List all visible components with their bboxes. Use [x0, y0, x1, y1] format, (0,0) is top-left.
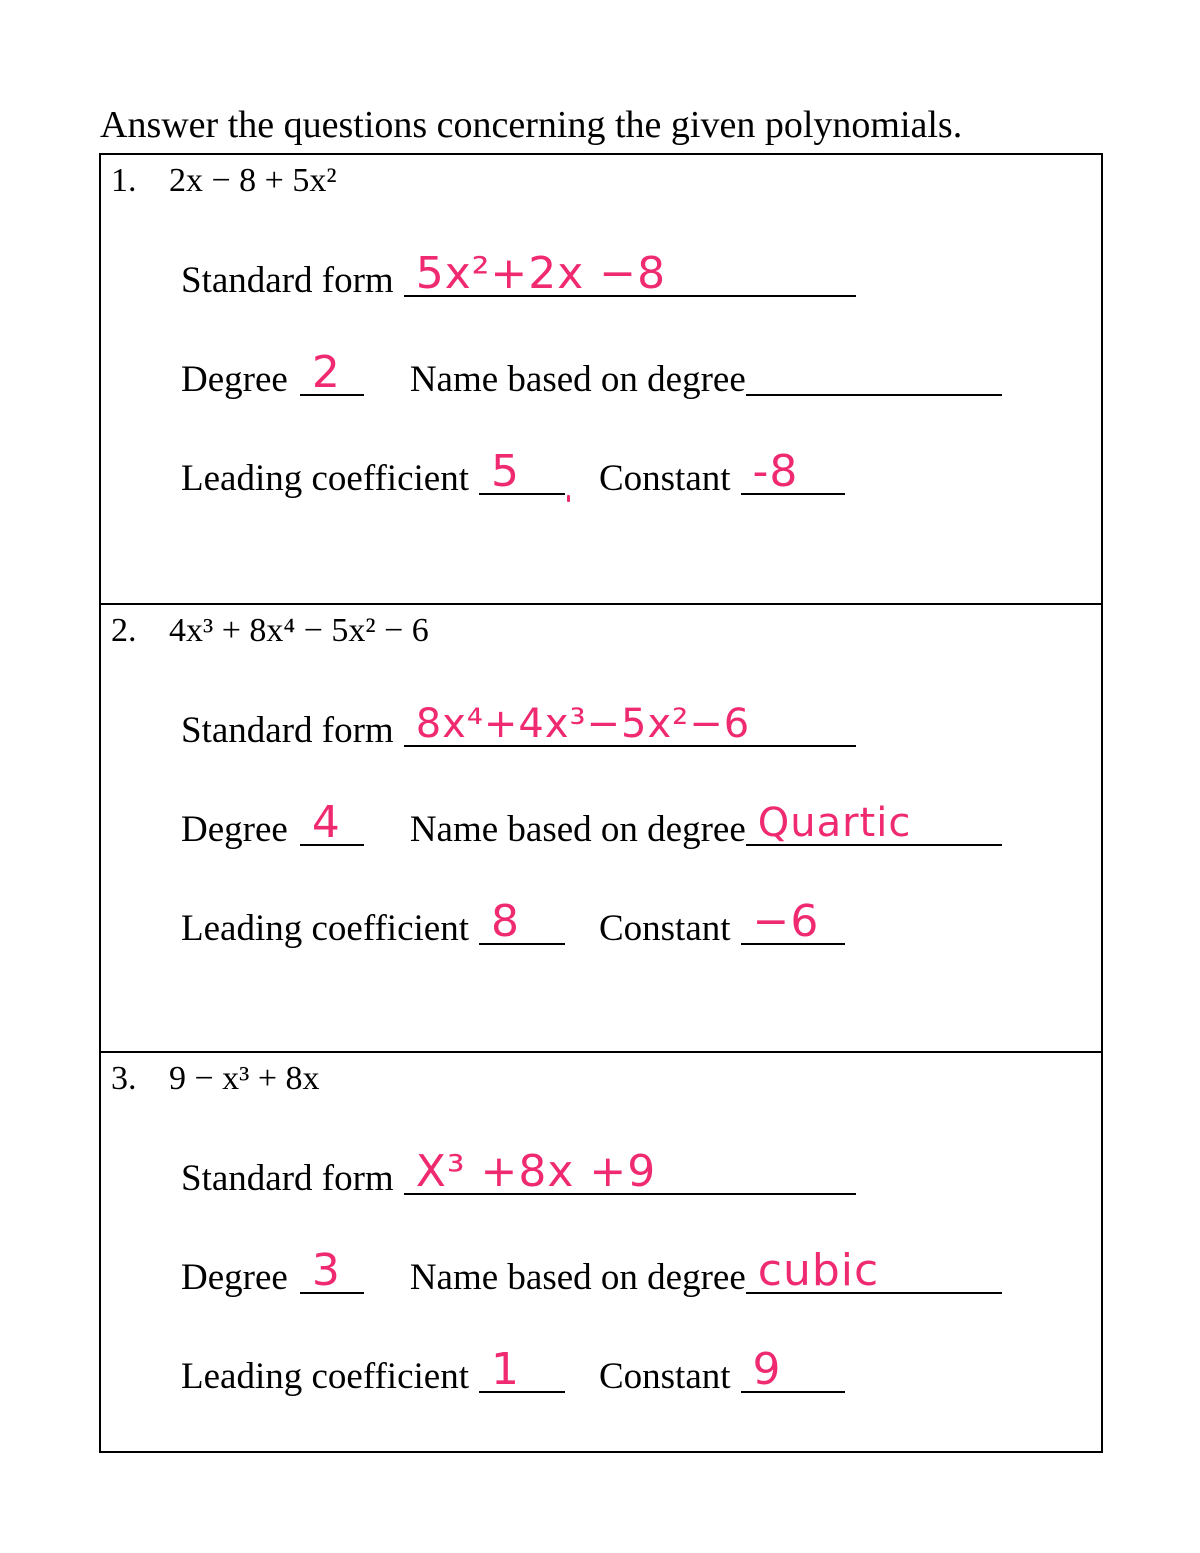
constant-blank[interactable] — [741, 1344, 845, 1395]
leading-coefficient-blank[interactable] — [479, 1344, 565, 1395]
leading-coefficient-answer: 8 — [490, 896, 520, 947]
name-based-on-degree-answer: cubic — [757, 1245, 880, 1296]
stray-ink-mark — [567, 495, 570, 502]
constant-answer: −6 — [752, 896, 820, 947]
name-based-on-degree-blank[interactable] — [746, 1245, 1002, 1296]
coefficient-row — [181, 896, 845, 951]
name-based-on-degree-answer: Quartic — [757, 800, 912, 846]
constant-label: Constant — [598, 1356, 731, 1397]
standard-form-blank[interactable] — [404, 248, 856, 299]
problem-1 — [101, 155, 1101, 603]
polynomial-expression: 9 − x³ + 8x — [169, 1060, 320, 1097]
standard-form-blank[interactable] — [404, 1146, 856, 1197]
constant-answer: -8 — [752, 446, 799, 497]
worksheet-table — [99, 153, 1103, 1453]
standard-form-answer: 8x⁴+4x³−5x²−6 — [415, 701, 751, 747]
degree-label: Degree — [181, 1257, 288, 1298]
leading-coefficient-label: Leading coefficient — [181, 458, 469, 499]
constant-blank[interactable] — [741, 896, 845, 947]
standard-form-row — [181, 248, 856, 303]
leading-coefficient-label: Leading coefficient — [181, 908, 469, 949]
degree-blank[interactable] — [300, 1245, 364, 1296]
standard-form-label: Standard form — [181, 710, 394, 751]
degree-row — [181, 797, 1002, 852]
degree-answer: 2 — [311, 347, 341, 398]
leading-coefficient-blank[interactable] — [479, 896, 565, 947]
degree-label: Degree — [181, 359, 288, 400]
worksheet-title: Answer the questions concerning the given polynomials. — [100, 104, 963, 146]
problem-header — [111, 1059, 320, 1099]
name-based-on-degree-blank[interactable] — [746, 800, 1002, 846]
standard-form-label: Standard form — [181, 260, 394, 301]
name-based-on-degree-label: Name based on degree — [409, 809, 746, 850]
leading-coefficient-blank[interactable] — [479, 446, 565, 497]
name-based-on-degree-blank[interactable] — [746, 358, 1002, 396]
degree-blank[interactable] — [300, 347, 364, 398]
constant-answer: 9 — [752, 1344, 782, 1395]
problem-3 — [101, 1051, 1101, 1501]
degree-blank[interactable] — [300, 797, 364, 848]
name-based-on-degree-label: Name based on degree — [409, 359, 746, 400]
problem-2 — [101, 603, 1101, 1053]
standard-form-blank[interactable] — [404, 701, 856, 747]
standard-form-answer: 5x²+2x −8 — [415, 248, 667, 299]
leading-coefficient-answer: 5 — [490, 446, 520, 497]
coefficient-row — [181, 446, 845, 501]
problem-number: 1. — [111, 162, 137, 199]
standard-form-answer: X³ +8x +9 — [415, 1146, 657, 1197]
leading-coefficient-label: Leading coefficient — [181, 1356, 469, 1397]
degree-answer: 3 — [311, 1245, 341, 1296]
standard-form-row — [181, 701, 856, 753]
degree-answer: 4 — [311, 797, 341, 848]
standard-form-label: Standard form — [181, 1158, 394, 1199]
name-based-on-degree-label: Name based on degree — [409, 1257, 746, 1298]
problem-number: 3. — [111, 1060, 137, 1097]
coefficient-row — [181, 1344, 845, 1399]
degree-row — [181, 1245, 1002, 1300]
constant-label: Constant — [598, 458, 731, 499]
standard-form-row — [181, 1146, 856, 1201]
polynomial-expression: 4x³ + 8x⁴ − 5x² − 6 — [169, 612, 429, 649]
leading-coefficient-answer: 1 — [490, 1344, 520, 1395]
problem-header — [111, 161, 337, 201]
polynomial-expression: 2x − 8 + 5x² — [169, 162, 337, 199]
problem-header — [111, 611, 429, 651]
problem-number: 2. — [111, 612, 137, 649]
constant-blank[interactable] — [741, 446, 845, 497]
degree-label: Degree — [181, 809, 288, 850]
constant-label: Constant — [598, 908, 731, 949]
degree-row — [181, 347, 1002, 402]
